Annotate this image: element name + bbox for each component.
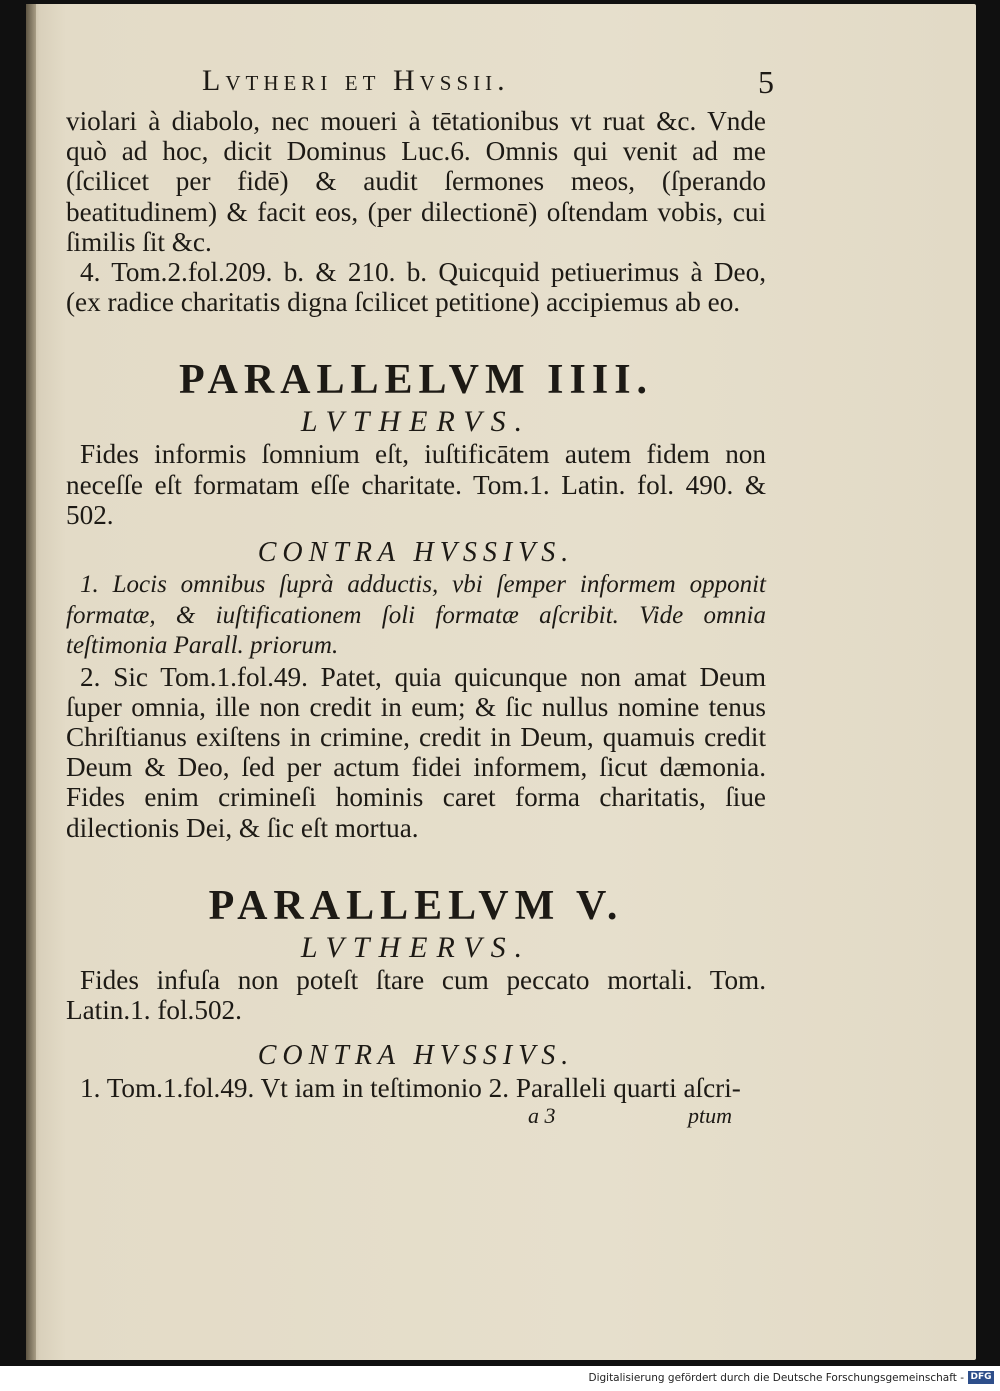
heading-lutherus-2: LVTHERVS. [300,930,532,964]
catchword: ptum [688,1103,732,1129]
dfg-logo: DFG [968,1371,994,1384]
footer-bar [0,1366,1000,1391]
paragraph-luther-thesis-1: Fides informis ſomnium eſt, iuſtificātem autem fidem non neceſſe eſt formatam eſſe charitate. Tom.1. Latin. fol. 490. & 502. [66,439,766,530]
heading-contra-hussius-2: CONTRA HVSSIVS. [257,1040,575,1072]
page-text [66,62,774,1131]
funding-credit: Digitalisierung gefördert durch die Deutsche Forschungsgemeinschaft - [588,1372,964,1384]
paragraph-hus-testimony-1: 1. Locis omnibus ſuprà adductis, vbi ſemper informem opponit formatæ, & iuſtificationem ſoli formatæ aſcribit. Vide omnia teſtimonia Parall. priorum. [66,571,766,660]
paragraph-luther-thesis-2: Fides infuſa non poteſt ſtare cum peccato mortali. Tom. Latin.1. fol.502. [66,964,766,1025]
signature-line [66,1103,766,1131]
paragraph-hus-testimony-3: 1. Tom.1.fol.49. Vt iam in teſtimonio 2. Paralleli quarti aſcri- [80,1073,741,1104]
heading-contra-hussius-1: CONTRA HVSSIVS. [257,537,575,569]
running-head-title: Lvtheri et Hvssii. [202,64,510,97]
page-number: 5 [758,64,774,100]
paragraph-hus-testimony-2: 2. Sic Tom.1.fol.49. Patet, quia quicunque non amat Deum ſuper omnia, ille non credit in eum; & ſic nullus nomine tenus Chriſtianus exiſtens in crimine, credit in Deum, quamuis credit Deum & Deo, ſed per actum fidei informem, ſicut dæmonia. Fides enim crimineſi hominis caret forma charitatis, ſiue dilectionis Dei, & ſic eſt mortua. [66,661,766,843]
running-head [66,62,774,106]
signature-mark: a 3 [528,1103,556,1129]
heading-parallelum-v: PARALLELVM V. [208,882,624,929]
page-gutter-shadow [26,4,36,1360]
paragraph-testimony-4: 4. Tom.2.fol.209. b. & 210. b. Quicquid petiuerimus à Deo, (ex radice charitatis digna ſcilicet petitione) accipiemus ab eo. [66,257,766,318]
heading-lutherus-1: LVTHERVS. [300,405,532,439]
heading-parallelum-iiii: PARALLELVM IIII. [178,357,654,404]
paragraph-continued: violari à diabolo, nec moueri à tētationibus vt ruat &c. Vnde quò ad hoc, dicit Dominus Luc.6. Omnis qui venit ad me (ſcilicet per fidē) & audit ſermones meos, (ſperando beatitudinem) & facit eos, (per dilectionē) oſtendam vobis, cui ſimilis ſit &c. [66,106,766,257]
